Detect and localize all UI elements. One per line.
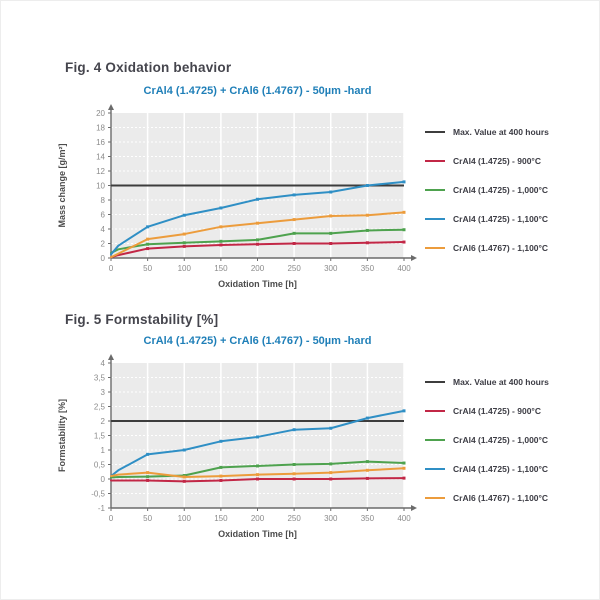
- legend-item: [425, 454, 577, 483]
- svg-text:Mass change [g/m²]: Mass change [g/m²]: [57, 143, 67, 228]
- legend-line-swatch: [425, 189, 445, 191]
- legend-label: CrAl6 (1.4767) - 1,100°C: [453, 492, 549, 503]
- svg-text:400: 400: [397, 264, 411, 273]
- legend-item: [425, 175, 577, 204]
- svg-text:2: 2: [100, 239, 105, 249]
- legend-label: CrAl4 (1.4725) - 900°C: [453, 405, 541, 416]
- svg-text:50: 50: [143, 264, 153, 273]
- legend-label: Max. Value at 400 hours: [453, 376, 549, 387]
- svg-text:Oxidation Time [h]: Oxidation Time [h]: [218, 529, 297, 539]
- figure5-chart-block: [51, 335, 418, 544]
- svg-text:6: 6: [100, 210, 105, 220]
- legend-label: CrAl4 (1.4725) - 1,000°C: [453, 434, 549, 445]
- svg-text:10: 10: [96, 181, 105, 191]
- svg-text:3: 3: [100, 387, 105, 397]
- svg-text:2,5: 2,5: [93, 402, 105, 412]
- svg-text:100: 100: [177, 514, 191, 523]
- legend-line-swatch: [425, 247, 445, 249]
- figure5-heading: Fig. 5 Formstability [%]: [65, 312, 219, 327]
- legend-line-swatch: [425, 439, 445, 441]
- svg-text:-0,5: -0,5: [91, 489, 105, 499]
- svg-text:18: 18: [96, 123, 105, 133]
- figure4-heading: Fig. 4 Oxidation behavior: [65, 60, 232, 75]
- legend-item: [425, 146, 577, 175]
- legend-item: [425, 483, 577, 512]
- formstability-chart: [51, 353, 418, 544]
- svg-text:350: 350: [360, 264, 375, 273]
- svg-text:50: 50: [143, 514, 153, 523]
- svg-text:400: 400: [397, 514, 411, 523]
- legend-item: [425, 117, 577, 146]
- svg-text:200: 200: [250, 514, 265, 523]
- svg-text:12: 12: [96, 166, 105, 176]
- legend-label: CrAl4 (1.4725) - 900°C: [453, 155, 541, 166]
- svg-text:350: 350: [360, 514, 375, 523]
- legend-item: [425, 233, 577, 262]
- svg-text:Oxidation Time [h]: Oxidation Time [h]: [218, 279, 297, 289]
- svg-text:-1: -1: [97, 503, 105, 513]
- svg-text:300: 300: [324, 264, 338, 273]
- legend-item: [425, 204, 577, 233]
- svg-text:200: 200: [250, 264, 265, 273]
- figure4-chart-block: [51, 85, 418, 294]
- legend-item: [425, 425, 577, 454]
- legend-line-swatch: [425, 381, 445, 383]
- figure4-legend: [425, 117, 577, 262]
- svg-text:0,5: 0,5: [93, 460, 105, 470]
- svg-text:1,5: 1,5: [93, 431, 105, 441]
- figure4-chart-title: CrAl4 (1.4725) + CrAl6 (1.4767) - 50µm -hard: [143, 85, 372, 97]
- legend-line-swatch: [425, 218, 445, 220]
- legend-label: CrAl4 (1.4725) - 1,100°C: [453, 213, 549, 224]
- legend-line-swatch: [425, 131, 445, 133]
- svg-text:2: 2: [100, 416, 105, 426]
- legend-label: CrAl4 (1.4725) - 1,000°C: [453, 184, 549, 195]
- svg-text:4: 4: [100, 224, 105, 234]
- svg-text:0: 0: [100, 474, 105, 484]
- svg-text:0: 0: [108, 514, 114, 523]
- legend-label: CrAl6 (1.4767) - 1,100°C: [453, 242, 549, 253]
- legend-item: [425, 367, 577, 396]
- svg-text:0: 0: [100, 253, 105, 263]
- svg-text:8: 8: [100, 195, 105, 205]
- figure5-chart-title: CrAl4 (1.4725) + CrAl6 (1.4767) - 50µm -hard: [143, 335, 372, 347]
- svg-text:4: 4: [100, 358, 105, 368]
- legend-line-swatch: [425, 160, 445, 162]
- legend-line-swatch: [425, 497, 445, 499]
- svg-text:3,5: 3,5: [93, 373, 105, 383]
- svg-text:250: 250: [287, 264, 301, 273]
- figure5-legend: [425, 367, 577, 512]
- svg-text:16: 16: [96, 137, 105, 147]
- svg-text:Formstability [%]: Formstability [%]: [57, 398, 67, 473]
- legend-line-swatch: [425, 410, 445, 412]
- legend-line-swatch: [425, 468, 445, 470]
- legend-item: [425, 396, 577, 425]
- legend-label: Max. Value at 400 hours: [453, 126, 549, 137]
- svg-text:0: 0: [108, 264, 114, 273]
- legend-label: CrAl4 (1.4725) - 1,100°C: [453, 463, 549, 474]
- svg-text:20: 20: [96, 108, 105, 118]
- oxidation-behavior-chart: [51, 103, 418, 294]
- svg-text:300: 300: [324, 514, 338, 523]
- svg-text:14: 14: [96, 152, 105, 162]
- svg-text:250: 250: [287, 514, 301, 523]
- svg-text:150: 150: [214, 264, 228, 273]
- svg-text:100: 100: [177, 264, 191, 273]
- svg-text:150: 150: [214, 514, 228, 523]
- svg-text:1: 1: [100, 445, 105, 455]
